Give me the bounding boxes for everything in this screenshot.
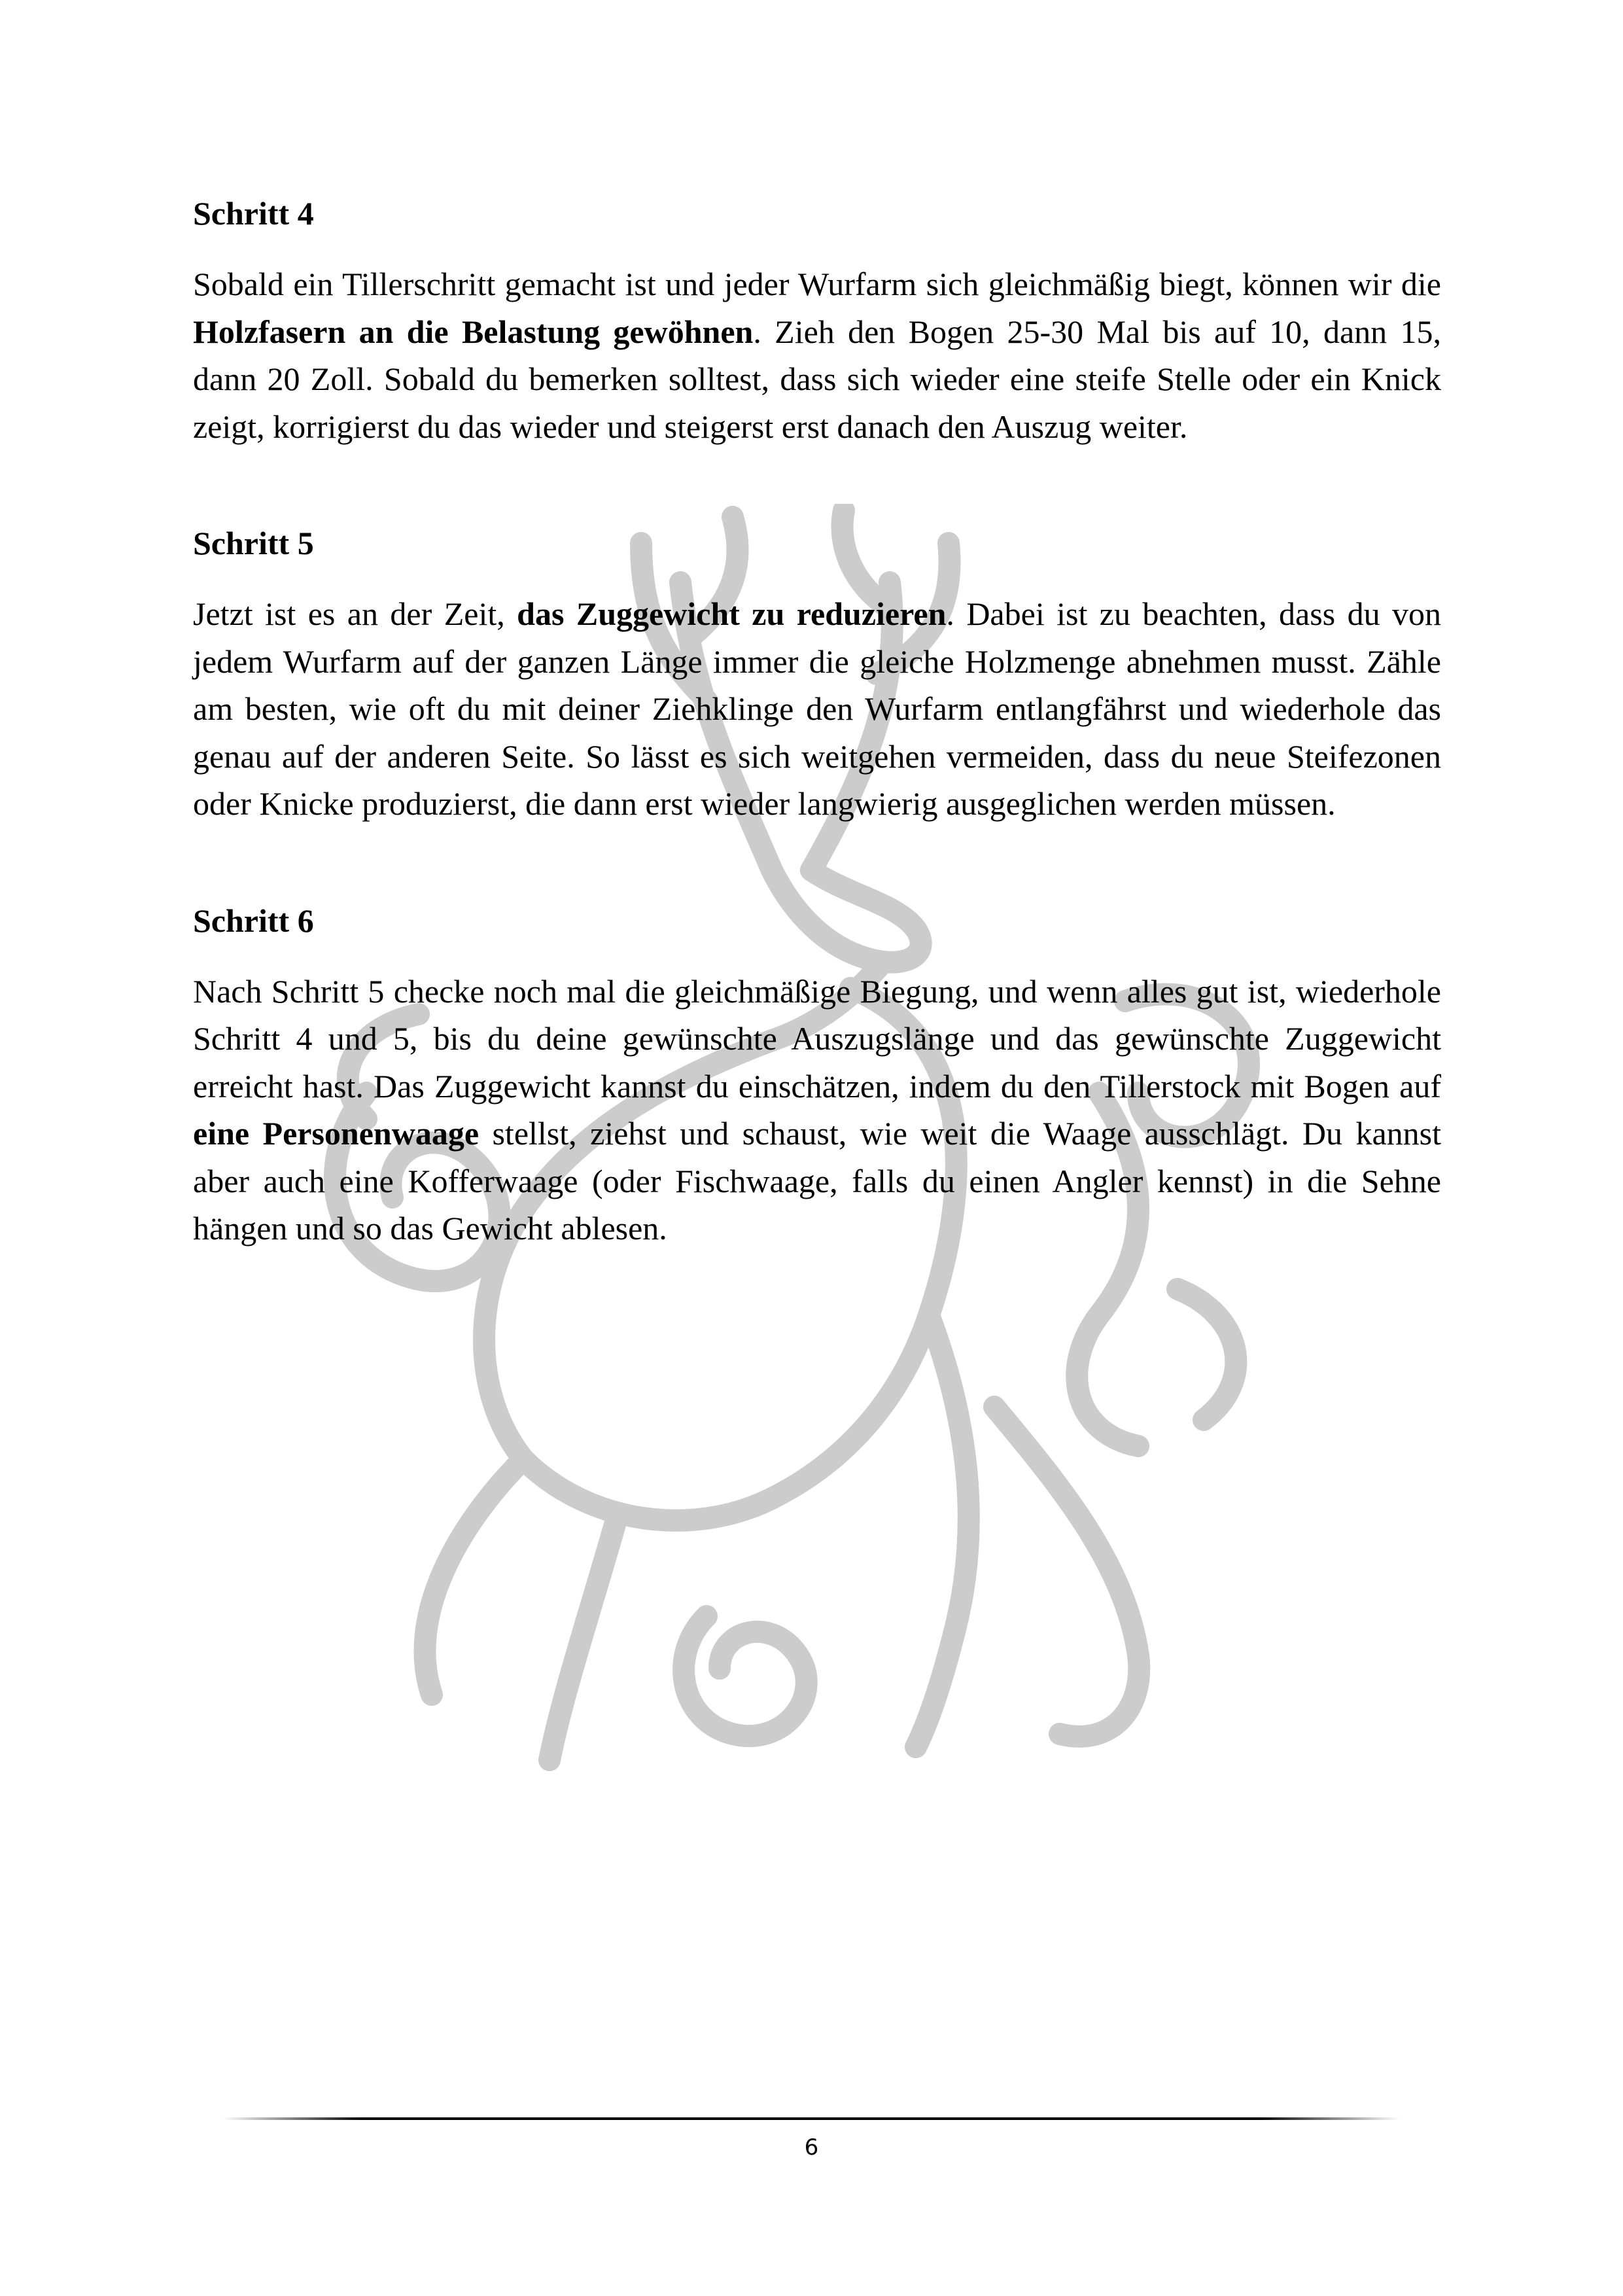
section-schritt-6 bbox=[193, 897, 1441, 1252]
section-heading: Schritt 4 bbox=[193, 195, 314, 232]
section-schritt-5 bbox=[193, 520, 1441, 828]
paragraph-bold-text: Holzfasern an die Belastung gewöhnen bbox=[193, 313, 754, 350]
paragraph-bold-text: eine Personenwaage bbox=[193, 1115, 480, 1152]
section-schritt-4 bbox=[193, 190, 1441, 450]
paragraph-text: stellst, ziehst und schaust, wie weit die Waage ausschlägt. Du kannst aber auch eine Kofferwaage (oder Fischwaage, falls du einen Angler kennst) in die Sehne hängen und so das Gewicht ablesen. bbox=[193, 1115, 1442, 1246]
paragraph-text: Sobald ein Tillerschritt gemacht ist und jeder Wurfarm sich gleichmäßig biegt, können wir die bbox=[193, 266, 1441, 302]
section-heading: Schritt 5 bbox=[193, 525, 314, 561]
paragraph-text: Jetzt ist es an der Zeit, bbox=[193, 595, 517, 632]
paragraph-text: . Dabei ist zu beachten, dass du von jedem Wurfarm auf der ganzen Länge immer die gleiche Holzmenge abnehmen musst. Zähle am besten, wie oft du mit deiner Ziehklinge den Wurfarm entlangfährst und wiederhole das genau auf der anderen Seite. So lässt es sich weitgehen vermeiden, dass du neue Steifezonen oder Knicke produzierst, die dann erst wieder langwierig ausgeglichen werden müssen. bbox=[193, 595, 1441, 822]
section-paragraph bbox=[193, 968, 1441, 1252]
page-number: 6 bbox=[804, 2134, 819, 2161]
section-paragraph bbox=[193, 590, 1441, 828]
paragraph-text: . Zieh den Bogen 25-30 Mal bis auf 10, dann 15, dann 20 Zoll. Sobald du bemerken solltest, dass sich wieder eine steife Stelle oder ein Knick zeigt, korrigierst du das wieder und steigerst erst danach den Auszug weiter. bbox=[193, 313, 1441, 445]
section-paragraph bbox=[193, 260, 1441, 450]
footer-divider bbox=[222, 2117, 1400, 2120]
section-heading: Schritt 6 bbox=[193, 902, 314, 939]
paragraph-text: Nach Schritt 5 checke noch mal die gleichmäßige Biegung, und wenn alles gut ist, wiederhole Schritt 4 und 5, bis du deine gewünschte Auszugslänge und das gewünschte Zuggewicht erreicht hast. Das Zuggewicht kannst du einschätzen, indem du den Tillerstock mit Bogen auf bbox=[193, 972, 1441, 1104]
page-content bbox=[193, 190, 1441, 1322]
paragraph-bold-text: das Zuggewicht zu reduzieren bbox=[517, 595, 947, 632]
